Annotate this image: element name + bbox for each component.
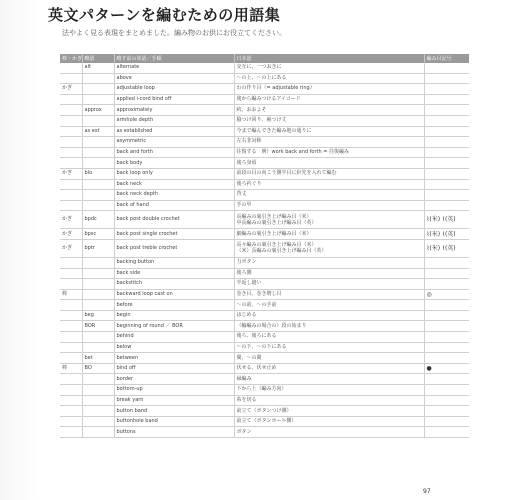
cell-term: buttonhole band xyxy=(114,416,234,427)
table-row xyxy=(60,147,469,158)
cell-abbr xyxy=(82,268,114,279)
cell-japanese: 前立て（ボタンホール側） xyxy=(234,416,424,427)
cell-japanese: 後ろ身頃 xyxy=(234,158,424,169)
cell-kind xyxy=(60,279,82,290)
table-row xyxy=(60,168,469,179)
cell-kind xyxy=(60,94,82,105)
cell-symbol xyxy=(424,385,469,396)
cell-term: back neck depth xyxy=(114,190,234,201)
cell-kind xyxy=(60,310,82,321)
cell-japanese: 左右非対称 xyxy=(234,137,424,148)
cell-symbol xyxy=(424,84,469,95)
cell-abbr: BOR xyxy=(82,321,114,332)
cell-japanese: 背丈 xyxy=(234,190,424,201)
cell-abbr xyxy=(82,385,114,396)
cell-kind: 棒 xyxy=(60,289,82,300)
cell-term: back side xyxy=(114,268,234,279)
cell-term: backing button xyxy=(114,257,234,268)
cell-term: between xyxy=(114,353,234,364)
cell-kind: かぎ xyxy=(60,211,82,229)
cell-kind xyxy=(60,300,82,311)
cell-symbol xyxy=(424,416,469,427)
cell-kind xyxy=(60,406,82,417)
cell-abbr xyxy=(82,427,114,438)
table-row xyxy=(60,179,469,190)
cell-term: backstitch xyxy=(114,279,234,290)
cell-japanese: 力ボタン xyxy=(234,257,424,268)
cell-japanese: 前立て（ボタンつけ側） xyxy=(234,406,424,417)
table-row xyxy=(60,115,469,126)
cell-abbr: alt xyxy=(82,63,114,73)
cell-symbol xyxy=(424,105,469,116)
cell-symbol: ◎ xyxy=(424,289,469,300)
cell-abbr: approx xyxy=(82,105,114,116)
cell-symbol xyxy=(424,395,469,406)
cell-symbol xyxy=(424,158,469,169)
table-row xyxy=(60,268,469,279)
cell-term: back loop only xyxy=(114,168,234,179)
table-row xyxy=(60,363,469,374)
cell-line: 長々編みの裏引き上げ編み目（米） xyxy=(236,242,317,249)
cell-symbol xyxy=(424,73,469,84)
cell-symbol xyxy=(424,310,469,321)
cell-symbol xyxy=(424,406,469,417)
cell-kind xyxy=(60,332,82,343)
cell-japanese: 間、〜の間 xyxy=(234,353,424,364)
cell-symbol: ⌇(米) ⌇(英) xyxy=(424,239,469,257)
cell-symbol xyxy=(424,168,469,179)
cell-term: approximately xyxy=(114,105,234,116)
cell-kind xyxy=(60,190,82,201)
cell-abbr xyxy=(82,300,114,311)
cell-term: buttons xyxy=(114,427,234,438)
cell-line: 中長編みの裏引き上げ編み目（英） xyxy=(236,219,317,226)
cell-term: break yarn xyxy=(114,395,234,406)
cell-abbr xyxy=(82,84,114,95)
table-row xyxy=(60,257,469,268)
cell-japanese: 手の甲 xyxy=(234,200,424,211)
cell-japanese: 糸を切る xyxy=(234,395,424,406)
cell-japanese: 往復する 例）work back and forth = 往復編み xyxy=(234,147,424,158)
cell-japanese: （輪編みの場合の）段の始まり xyxy=(234,321,424,332)
cell-kind xyxy=(60,137,82,148)
cell-japanese xyxy=(234,239,424,257)
table-row xyxy=(60,342,469,353)
table-header-row xyxy=(60,54,469,63)
cell-abbr xyxy=(82,395,114,406)
cell-abbr: bptr xyxy=(82,239,114,257)
cell-term: adjustable loop xyxy=(114,84,234,95)
cell-kind xyxy=(60,416,82,427)
table-row xyxy=(60,94,469,105)
cell-japanese: 〜の下、〜の下にある xyxy=(234,342,424,353)
cell-abbr xyxy=(82,179,114,190)
cell-abbr xyxy=(82,332,114,343)
cell-abbr xyxy=(82,200,114,211)
cell-kind xyxy=(60,321,82,332)
cell-kind xyxy=(60,342,82,353)
cell-japanese: はじめる xyxy=(234,310,424,321)
cell-abbr: bet xyxy=(82,353,114,364)
cell-japanese: 前段の目の向こう側半目に針先を入れて編む xyxy=(234,168,424,179)
cell-symbol xyxy=(424,300,469,311)
table-row xyxy=(60,84,469,95)
table-row xyxy=(60,229,469,240)
table-row xyxy=(60,239,469,257)
cell-term: back post double crochet xyxy=(114,211,234,229)
cell-japanese: わの作り目（= adjustable ring） xyxy=(234,84,424,95)
cell-kind xyxy=(60,73,82,84)
cell-kind xyxy=(60,268,82,279)
table-row xyxy=(60,105,469,116)
cell-term: back post treble crochet xyxy=(114,239,234,257)
cell-japanese: 半返し縫い xyxy=(234,279,424,290)
cell-abbr xyxy=(82,257,114,268)
cell-japanese: ボタン xyxy=(234,427,424,438)
cell-symbol xyxy=(424,200,469,211)
cell-kind xyxy=(60,427,82,438)
cell-kind xyxy=(60,395,82,406)
cell-kind xyxy=(60,105,82,116)
cell-line: （米）長編みの裏引き上げ編み目（英） xyxy=(236,248,327,255)
cell-symbol xyxy=(424,115,469,126)
cell-symbol xyxy=(424,190,469,201)
cell-kind: かぎ xyxy=(60,168,82,179)
cell-japanese: 下から上（編み方向） xyxy=(234,385,424,396)
cell-term: before xyxy=(114,300,234,311)
cell-symbol xyxy=(424,332,469,343)
cell-abbr: bpdc xyxy=(82,211,114,229)
cell-symbol xyxy=(424,321,469,332)
cell-kind: 棒 xyxy=(60,363,82,374)
cell-abbr: as est xyxy=(82,126,114,137)
glossary-table xyxy=(60,54,469,438)
cell-kind xyxy=(60,147,82,158)
cell-abbr xyxy=(82,342,114,353)
cell-abbr xyxy=(82,416,114,427)
cell-japanese: 〜の前、〜の手前 xyxy=(234,300,424,311)
cell-abbr xyxy=(82,190,114,201)
table-row xyxy=(60,158,469,169)
cell-abbr xyxy=(82,147,114,158)
cell-japanese: 後ろ、後ろにある xyxy=(234,332,424,343)
cell-term: beginning of round ／ BOR xyxy=(114,321,234,332)
cell-symbol xyxy=(424,179,469,190)
cell-term: armhole depth xyxy=(114,115,234,126)
cell-japanese: 脇つけ回り、袖つけ丈 xyxy=(234,115,424,126)
cell-japanese: 細編みの裏引き上げ編み目（米） xyxy=(234,229,424,240)
table-row xyxy=(60,63,469,73)
cell-japanese: 後ろ側 xyxy=(234,268,424,279)
cell-symbol xyxy=(424,137,469,148)
cell-symbol xyxy=(424,427,469,438)
table-row xyxy=(60,427,469,438)
header-japanese: 日本語 xyxy=(234,54,424,63)
header-kind: 棒・かぎ xyxy=(62,56,82,62)
cell-symbol xyxy=(424,279,469,290)
cell-kind xyxy=(60,385,82,396)
table-row xyxy=(60,310,469,321)
cell-line: 長編みの裏引き上げ編み目（米） xyxy=(236,213,312,220)
cell-japanese: 交互に、一つおきに xyxy=(234,63,424,73)
table-row xyxy=(60,395,469,406)
cell-abbr xyxy=(82,115,114,126)
cell-abbr xyxy=(82,279,114,290)
cell-symbol xyxy=(424,257,469,268)
cell-kind: かぎ xyxy=(60,239,82,257)
cell-symbol xyxy=(424,94,469,105)
cell-kind xyxy=(60,63,82,73)
cell-symbol: ⌇(米) ⌇(英) xyxy=(424,229,469,240)
glossary-body xyxy=(60,63,469,438)
table-row xyxy=(60,73,469,84)
cell-abbr: beg xyxy=(82,310,114,321)
cell-term: back and forth xyxy=(114,147,234,158)
cell-abbr xyxy=(82,406,114,417)
page-title: 英文パターンを編むための用語集 xyxy=(48,6,281,24)
cell-abbr: BO xyxy=(82,363,114,374)
cell-symbol xyxy=(424,353,469,364)
cell-abbr xyxy=(82,158,114,169)
cell-symbol xyxy=(424,342,469,353)
table-row xyxy=(60,406,469,417)
cell-abbr xyxy=(82,374,114,385)
table-row xyxy=(60,190,469,201)
cell-abbr xyxy=(82,137,114,148)
cell-term: asymmetric xyxy=(114,137,234,148)
cell-term: back of hand xyxy=(114,200,234,211)
table-row xyxy=(60,385,469,396)
cell-term: alternate xyxy=(114,63,234,73)
table-row xyxy=(60,353,469,364)
cell-term: bottom-up xyxy=(114,385,234,396)
cell-symbol xyxy=(424,63,469,73)
cell-term: button band xyxy=(114,406,234,417)
cell-symbol: ⌇(米) ⌇(英) xyxy=(424,211,469,229)
cell-symbol xyxy=(424,147,469,158)
table-row xyxy=(60,374,469,385)
cell-kind: かぎ xyxy=(60,229,82,240)
cell-japanese: 〜の上、〜の上にある xyxy=(234,73,424,84)
page-number: 97 xyxy=(423,488,431,495)
page-subtitle: 法やよく見る表現をまとめました。編み物のお供にお役立てください。 xyxy=(62,29,286,37)
cell-term: border xyxy=(114,374,234,385)
book-binding-shadow xyxy=(0,0,40,500)
header-symbol: 編み目記号 xyxy=(424,54,469,63)
cell-symbol xyxy=(424,374,469,385)
cell-term: back neck xyxy=(114,179,234,190)
table-row xyxy=(60,321,469,332)
table-row xyxy=(60,137,469,148)
cell-japanese: 今まで編んできた編み地の通りに xyxy=(234,126,424,137)
table-row xyxy=(60,279,469,290)
header-abbreviation: 略語 xyxy=(82,54,114,63)
cell-japanese: 後から編みつけるアイコード xyxy=(234,94,424,105)
cell-abbr xyxy=(82,94,114,105)
cell-kind xyxy=(60,200,82,211)
cell-term: behind xyxy=(114,332,234,343)
cell-term: backward loop cast on xyxy=(114,289,234,300)
cell-term: back post single crochet xyxy=(114,229,234,240)
cell-kind xyxy=(60,158,82,169)
cell-term: bind off xyxy=(114,363,234,374)
cell-term: below xyxy=(114,342,234,353)
cell-japanese: 巻き目、巻き増し目 xyxy=(234,289,424,300)
cell-term: above xyxy=(114,73,234,84)
cell-kind xyxy=(60,179,82,190)
cell-symbol: ● xyxy=(424,363,469,374)
cell-abbr xyxy=(82,289,114,300)
table-row xyxy=(60,211,469,229)
cell-japanese xyxy=(234,211,424,229)
cell-kind xyxy=(60,115,82,126)
cell-japanese: 伏せる、伏せ止め xyxy=(234,363,424,374)
cell-term: back body xyxy=(114,158,234,169)
header-term: 略す前の単語／手順 xyxy=(114,54,234,63)
cell-abbr xyxy=(82,73,114,84)
cell-kind xyxy=(60,126,82,137)
cell-kind xyxy=(60,257,82,268)
table-row xyxy=(60,200,469,211)
cell-abbr: bpsc xyxy=(82,229,114,240)
cell-japanese: 約、おおよそ xyxy=(234,105,424,116)
cell-term: as established xyxy=(114,126,234,137)
table-row xyxy=(60,289,469,300)
cell-kind: かぎ xyxy=(60,84,82,95)
table-row xyxy=(60,416,469,427)
table-row xyxy=(60,300,469,311)
cell-symbol xyxy=(424,268,469,279)
table-row xyxy=(60,332,469,343)
cell-symbol xyxy=(424,126,469,137)
table-row xyxy=(60,126,469,137)
cell-term: begin xyxy=(114,310,234,321)
cell-term: applied i-cord bind off xyxy=(114,94,234,105)
cell-abbr: blo xyxy=(82,168,114,179)
cell-japanese: 縁編み xyxy=(234,374,424,385)
cell-kind xyxy=(60,353,82,364)
cell-kind xyxy=(60,374,82,385)
cell-japanese: 後ろ衿ぐり xyxy=(234,179,424,190)
